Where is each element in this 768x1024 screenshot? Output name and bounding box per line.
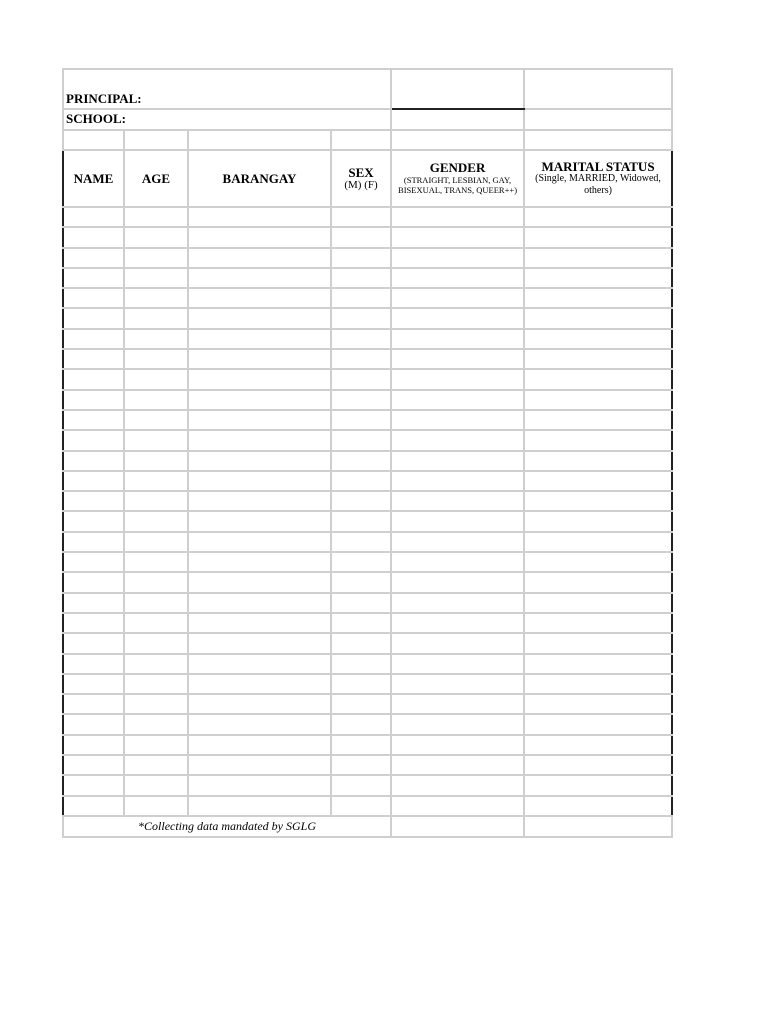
- entry-cell-age[interactable]: [124, 451, 188, 471]
- entry-cell-sex[interactable]: [331, 552, 391, 572]
- entry-cell-name[interactable]: [63, 369, 124, 389]
- entry-cell-sex[interactable]: [331, 694, 391, 714]
- entry-cell-sex[interactable]: [331, 755, 391, 775]
- entry-cell-age[interactable]: [124, 735, 188, 755]
- entry-cell-gender[interactable]: [391, 451, 524, 471]
- entry-cell-marital-status[interactable]: [524, 451, 672, 471]
- entry-row: [63, 755, 672, 775]
- entry-cell-gender[interactable]: [391, 410, 524, 430]
- entry-cell-age[interactable]: [124, 288, 188, 308]
- entry-cell-marital-status[interactable]: [524, 410, 672, 430]
- entry-cell-gender[interactable]: [391, 532, 524, 552]
- entry-cell-marital-status[interactable]: [524, 775, 672, 795]
- entry-cell-name[interactable]: [63, 451, 124, 471]
- entry-cell-marital-status[interactable]: [524, 714, 672, 734]
- entry-cell-marital-status[interactable]: [524, 308, 672, 328]
- entry-cell-marital-status[interactable]: [524, 735, 672, 755]
- entry-cell-name[interactable]: [63, 430, 124, 450]
- entry-row: [63, 471, 672, 491]
- entry-cell-gender[interactable]: [391, 674, 524, 694]
- header-barangay-label: BARANGAY: [222, 170, 297, 186]
- entry-cell-name[interactable]: [63, 329, 124, 349]
- entry-cell-marital-status[interactable]: [524, 430, 672, 450]
- entry-row: [63, 593, 672, 613]
- entry-row: [63, 390, 672, 410]
- entry-cell-barangay[interactable]: [188, 755, 331, 775]
- entry-cell-name[interactable]: [63, 714, 124, 734]
- entry-cell-sex[interactable]: [331, 511, 391, 531]
- entry-cell-barangay[interactable]: [188, 207, 331, 227]
- entry-cell-barangay[interactable]: [188, 775, 331, 795]
- entry-row: [63, 694, 672, 714]
- entry-row: [63, 369, 672, 389]
- entry-cell-marital-status[interactable]: [524, 572, 672, 592]
- entry-cell-sex[interactable]: [331, 654, 391, 674]
- entry-cell-sex[interactable]: [331, 735, 391, 755]
- entry-cell-barangay[interactable]: [188, 714, 331, 734]
- entry-cell-sex[interactable]: [331, 268, 391, 288]
- entry-cell-barangay[interactable]: [188, 654, 331, 674]
- entry-row: [63, 410, 672, 430]
- entry-row: [63, 308, 672, 328]
- entry-cell-name[interactable]: [63, 227, 124, 247]
- entry-cell-age[interactable]: [124, 654, 188, 674]
- entry-row: [63, 775, 672, 795]
- entry-cell-gender[interactable]: [391, 288, 524, 308]
- spacer-cell: [391, 130, 524, 150]
- entry-cell-age[interactable]: [124, 714, 188, 734]
- header-marital-status: [524, 150, 672, 207]
- entry-cell-gender[interactable]: [391, 491, 524, 511]
- entry-cell-sex[interactable]: [331, 390, 391, 410]
- spacer-row: [63, 130, 672, 150]
- entry-cell-barangay[interactable]: [188, 390, 331, 410]
- entry-cell-marital-status[interactable]: [524, 755, 672, 775]
- entry-row: [63, 714, 672, 734]
- entry-cell-gender[interactable]: [391, 471, 524, 491]
- entry-row: [63, 349, 672, 369]
- entry-cell-barangay[interactable]: [188, 694, 331, 714]
- entry-cell-marital-status[interactable]: [524, 694, 672, 714]
- entry-cell-gender[interactable]: [391, 593, 524, 613]
- entry-cell-sex[interactable]: [331, 369, 391, 389]
- entry-cell-age[interactable]: [124, 674, 188, 694]
- entry-cell-sex[interactable]: [331, 674, 391, 694]
- entry-cell-marital-status[interactable]: [524, 369, 672, 389]
- entry-cell-sex[interactable]: [331, 207, 391, 227]
- entry-cell-age[interactable]: [124, 593, 188, 613]
- header-marital-label: MARITAL STATUS: [541, 158, 655, 174]
- entry-row: [63, 633, 672, 653]
- entry-row: [63, 674, 672, 694]
- entry-cell-gender[interactable]: [391, 613, 524, 633]
- entry-cell-barangay[interactable]: [188, 613, 331, 633]
- header-sex-label: SEX: [348, 164, 374, 180]
- survey-form-table: [62, 68, 673, 838]
- entry-cell-age[interactable]: [124, 532, 188, 552]
- entry-cell-age[interactable]: [124, 207, 188, 227]
- entry-cell-sex[interactable]: [331, 308, 391, 328]
- entry-cell-barangay[interactable]: [188, 593, 331, 613]
- entry-row: [63, 491, 672, 511]
- entry-cell-age[interactable]: [124, 471, 188, 491]
- entry-cell-gender[interactable]: [391, 735, 524, 755]
- header-row: [63, 150, 672, 207]
- school-label: SCHOOL:: [63, 109, 391, 130]
- entry-cell-sex[interactable]: [331, 775, 391, 795]
- entry-cell-marital-status[interactable]: [524, 471, 672, 491]
- entry-cell-sex[interactable]: [331, 349, 391, 369]
- entry-cell-sex[interactable]: [331, 248, 391, 268]
- entry-cell-barangay[interactable]: [188, 248, 331, 268]
- entry-row: [63, 552, 672, 572]
- entry-cell-sex[interactable]: [331, 633, 391, 653]
- entry-cell-barangay[interactable]: [188, 796, 331, 816]
- entry-cell-marital-status[interactable]: [524, 796, 672, 816]
- entry-cell-barangay[interactable]: [188, 268, 331, 288]
- entry-cell-barangay[interactable]: [188, 430, 331, 450]
- entry-row: [63, 796, 672, 816]
- entry-row: [63, 329, 672, 349]
- entry-cell-marital-status[interactable]: [524, 349, 672, 369]
- entry-cell-name[interactable]: [63, 633, 124, 653]
- entry-cell-sex[interactable]: [331, 288, 391, 308]
- entry-row: [63, 735, 672, 755]
- entry-cell-gender[interactable]: [391, 714, 524, 734]
- entry-row: [63, 248, 672, 268]
- entry-cell-barangay[interactable]: [188, 288, 331, 308]
- entry-cell-age[interactable]: [124, 613, 188, 633]
- entry-cell-sex[interactable]: [331, 593, 391, 613]
- entry-cell-marital-status[interactable]: [524, 329, 672, 349]
- entry-cell-name[interactable]: [63, 288, 124, 308]
- entry-cell-name[interactable]: [63, 735, 124, 755]
- entry-cell-marital-status[interactable]: [524, 248, 672, 268]
- header-sex: [331, 150, 391, 207]
- entry-row: [63, 532, 672, 552]
- principal-row: [63, 69, 672, 109]
- entry-cell-marital-status[interactable]: [524, 654, 672, 674]
- entry-cell-barangay[interactable]: [188, 491, 331, 511]
- entry-cell-age[interactable]: [124, 755, 188, 775]
- entry-cell-marital-status[interactable]: [524, 207, 672, 227]
- entry-cell-barangay[interactable]: [188, 369, 331, 389]
- header-gender-options: (STRAIGHT, LESBIAN, GAY, BISEXUAL, TRANS, QUEER++): [398, 175, 518, 196]
- spacer-cell: [124, 130, 188, 150]
- entry-cell-age[interactable]: [124, 308, 188, 328]
- entry-cell-name[interactable]: [63, 308, 124, 328]
- entry-cell-age[interactable]: [124, 694, 188, 714]
- spacer-cell: [188, 130, 331, 150]
- entry-cell-marital-status[interactable]: [524, 633, 672, 653]
- survey-form-sheet: [62, 68, 671, 838]
- entry-cell-name[interactable]: [63, 268, 124, 288]
- entry-row: [63, 511, 672, 531]
- entry-cell-age[interactable]: [124, 511, 188, 531]
- entry-cell-barangay[interactable]: [188, 308, 331, 328]
- entry-cell-gender[interactable]: [391, 694, 524, 714]
- entry-cell-name[interactable]: [63, 390, 124, 410]
- entry-cell-gender[interactable]: [391, 552, 524, 572]
- header-sex-options: (M) (F): [344, 178, 378, 191]
- entry-cell-name[interactable]: [63, 471, 124, 491]
- entry-cell-age[interactable]: [124, 410, 188, 430]
- entry-row: [63, 430, 672, 450]
- entry-cell-marital-status[interactable]: [524, 532, 672, 552]
- school-value-field[interactable]: [391, 109, 524, 130]
- entry-cell-barangay[interactable]: [188, 329, 331, 349]
- entry-cell-age[interactable]: [124, 369, 188, 389]
- entry-cell-gender[interactable]: [391, 430, 524, 450]
- header-name: [63, 150, 124, 207]
- header-barangay: [188, 150, 331, 207]
- entry-row: [63, 572, 672, 592]
- header-marital-options: (Single, MARRIED, Widowed, others): [535, 173, 661, 197]
- entry-cell-barangay[interactable]: [188, 633, 331, 653]
- entry-cell-sex[interactable]: [331, 714, 391, 734]
- entry-cell-name[interactable]: [63, 613, 124, 633]
- entry-cell-name[interactable]: [63, 796, 124, 816]
- entry-cell-gender[interactable]: [391, 775, 524, 795]
- entry-cell-sex[interactable]: [331, 491, 391, 511]
- entry-cell-marital-status[interactable]: [524, 268, 672, 288]
- entry-cell-name[interactable]: [63, 491, 124, 511]
- entry-cell-name[interactable]: [63, 694, 124, 714]
- entry-cell-barangay[interactable]: [188, 451, 331, 471]
- entry-cell-name[interactable]: [63, 248, 124, 268]
- entry-cell-name[interactable]: [63, 593, 124, 613]
- entry-cell-gender[interactable]: [391, 227, 524, 247]
- footnote-extra-cell: [524, 816, 672, 837]
- entry-cell-name[interactable]: [63, 511, 124, 531]
- entry-row: [63, 451, 672, 471]
- spacer-cell: [524, 130, 672, 150]
- entry-cell-name[interactable]: [63, 532, 124, 552]
- entry-cell-barangay[interactable]: [188, 410, 331, 430]
- entry-cell-marital-status[interactable]: [524, 674, 672, 694]
- principal-extra-cell[interactable]: [524, 69, 672, 109]
- entry-cell-gender[interactable]: [391, 248, 524, 268]
- spacer-cell: [63, 130, 124, 150]
- school-extra-cell[interactable]: [524, 109, 672, 130]
- entry-cell-gender[interactable]: [391, 349, 524, 369]
- entry-cell-name[interactable]: [63, 654, 124, 674]
- entry-cell-sex[interactable]: [331, 329, 391, 349]
- entry-row: [63, 288, 672, 308]
- entry-cell-gender[interactable]: [391, 755, 524, 775]
- entry-cell-gender[interactable]: [391, 511, 524, 531]
- entry-cell-barangay[interactable]: [188, 532, 331, 552]
- footnote-row: [63, 816, 672, 837]
- entry-cell-sex[interactable]: [331, 471, 391, 491]
- entry-cell-marital-status[interactable]: [524, 511, 672, 531]
- entry-cell-marital-status[interactable]: [524, 491, 672, 511]
- header-name-label: NAME: [73, 170, 114, 186]
- entry-cell-marital-status[interactable]: [524, 552, 672, 572]
- footnote-text: *Collecting data mandated by SGLG: [63, 816, 391, 837]
- entry-cell-age[interactable]: [124, 491, 188, 511]
- entry-cell-gender[interactable]: [391, 654, 524, 674]
- entry-cell-age[interactable]: [124, 633, 188, 653]
- entry-cell-name[interactable]: [63, 755, 124, 775]
- entry-cell-sex[interactable]: [331, 430, 391, 450]
- entry-cell-marital-status[interactable]: [524, 390, 672, 410]
- entry-cell-age[interactable]: [124, 552, 188, 572]
- entry-cell-gender[interactable]: [391, 796, 524, 816]
- entry-cell-gender[interactable]: [391, 308, 524, 328]
- entry-cell-age[interactable]: [124, 390, 188, 410]
- entry-cell-barangay[interactable]: [188, 552, 331, 572]
- entry-cell-age[interactable]: [124, 430, 188, 450]
- entry-cell-name[interactable]: [63, 572, 124, 592]
- entry-cell-age[interactable]: [124, 572, 188, 592]
- entry-cell-marital-status[interactable]: [524, 288, 672, 308]
- entry-cell-sex[interactable]: [331, 451, 391, 471]
- entry-cell-sex[interactable]: [331, 410, 391, 430]
- entry-cell-marital-status[interactable]: [524, 613, 672, 633]
- entry-row: [63, 613, 672, 633]
- entry-cell-barangay[interactable]: [188, 227, 331, 247]
- entry-cell-gender[interactable]: [391, 633, 524, 653]
- entry-cell-gender[interactable]: [391, 390, 524, 410]
- entry-cell-gender[interactable]: [391, 369, 524, 389]
- spacer-cell: [331, 130, 391, 150]
- entry-cell-barangay[interactable]: [188, 471, 331, 491]
- entry-cell-gender[interactable]: [391, 572, 524, 592]
- entry-cell-barangay[interactable]: [188, 511, 331, 531]
- entry-row: [63, 268, 672, 288]
- school-row: [63, 109, 672, 130]
- header-gender: [391, 150, 524, 207]
- entry-cell-gender[interactable]: [391, 207, 524, 227]
- entry-row: [63, 207, 672, 227]
- entry-cell-sex[interactable]: [331, 572, 391, 592]
- entry-row: [63, 227, 672, 247]
- header-gender-label: GENDER: [429, 160, 486, 176]
- entry-cell-name[interactable]: [63, 775, 124, 795]
- entry-cell-age[interactable]: [124, 349, 188, 369]
- header-age-label: AGE: [141, 170, 171, 186]
- entry-cell-sex[interactable]: [331, 613, 391, 633]
- principal-value-field[interactable]: [391, 69, 524, 109]
- entry-cell-barangay[interactable]: [188, 349, 331, 369]
- entry-cell-sex[interactable]: [331, 227, 391, 247]
- entry-cell-age[interactable]: [124, 268, 188, 288]
- entry-cell-barangay[interactable]: [188, 735, 331, 755]
- footnote-extra-cell: [391, 816, 524, 837]
- entry-cell-age[interactable]: [124, 796, 188, 816]
- entry-cell-name[interactable]: [63, 552, 124, 572]
- entry-cell-marital-status[interactable]: [524, 593, 672, 613]
- entry-cell-name[interactable]: [63, 349, 124, 369]
- entry-cell-barangay[interactable]: [188, 572, 331, 592]
- entry-cell-age[interactable]: [124, 775, 188, 795]
- header-age: [124, 150, 188, 207]
- entry-cell-marital-status[interactable]: [524, 227, 672, 247]
- principal-label: PRINCIPAL:: [63, 69, 391, 109]
- entry-cell-sex[interactable]: [331, 796, 391, 816]
- entry-cell-gender[interactable]: [391, 268, 524, 288]
- entry-cell-barangay[interactable]: [188, 674, 331, 694]
- entry-cell-sex[interactable]: [331, 532, 391, 552]
- entry-cell-name[interactable]: [63, 207, 124, 227]
- entry-cell-name[interactable]: [63, 410, 124, 430]
- entry-cell-age[interactable]: [124, 329, 188, 349]
- entry-row: [63, 654, 672, 674]
- entry-cell-age[interactable]: [124, 227, 188, 247]
- entry-cell-name[interactable]: [63, 674, 124, 694]
- entry-cell-gender[interactable]: [391, 329, 524, 349]
- entry-cell-age[interactable]: [124, 248, 188, 268]
